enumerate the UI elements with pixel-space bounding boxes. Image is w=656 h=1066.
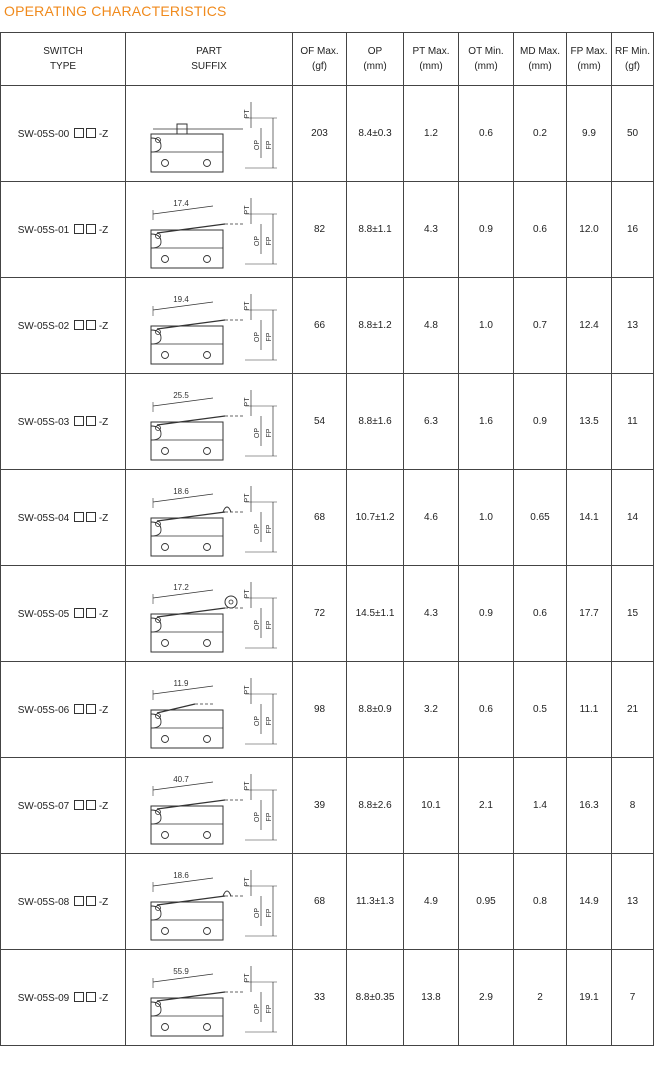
- fp-dimension-label: FP: [266, 620, 273, 629]
- value-ot: 2.9: [459, 950, 514, 1046]
- value-md: 0.9: [514, 374, 567, 470]
- table-row: [1, 854, 654, 950]
- switch-drawing-6: [133, 664, 285, 756]
- value-rf: 11: [612, 374, 654, 470]
- switch-type-code: SW-05S-04: [17, 512, 70, 524]
- op-dimension-label: OP: [254, 139, 261, 150]
- suffix-box-icon: [74, 992, 84, 1002]
- suffix-box-icon: [74, 704, 84, 714]
- switch-drawing-9: [133, 952, 285, 1044]
- pt-dimension-label: PT: [244, 781, 251, 790]
- table-row: [1, 662, 654, 758]
- switch-type-cell: [1, 278, 126, 374]
- value-ot: 0.6: [459, 662, 514, 758]
- value-rf: 13: [612, 278, 654, 374]
- table-row: [1, 566, 654, 662]
- value-fp: 9.9: [567, 86, 612, 182]
- fp-dimension-label: FP: [266, 236, 273, 245]
- value-fp: 17.7: [567, 566, 612, 662]
- page-title: OPERATING CHARACTERISTICS: [4, 3, 227, 19]
- table-row: [1, 758, 654, 854]
- switch-drawing-5: [133, 568, 285, 660]
- value-rf: 15: [612, 566, 654, 662]
- value-op: 10.7±1.2: [347, 470, 404, 566]
- header-fp-max: FP Max. (mm): [567, 33, 612, 86]
- switch-drawing-8: [133, 856, 285, 948]
- part-drawing-cell: [126, 950, 293, 1046]
- switch-suffix: -Z: [98, 320, 109, 332]
- table-row: [1, 950, 654, 1046]
- value-of: 98: [293, 662, 347, 758]
- part-drawing-cell: [126, 854, 293, 950]
- header-row: [1, 33, 654, 86]
- op-dimension-label: OP: [254, 427, 261, 438]
- value-pt: 4.6: [404, 470, 459, 566]
- value-ot: 0.6: [459, 86, 514, 182]
- switch-suffix: -Z: [98, 896, 109, 908]
- value-rf: 21: [612, 662, 654, 758]
- suffix-box-icon: [86, 896, 96, 906]
- suffix-box-icon: [86, 416, 96, 426]
- suffix-box-icon: [74, 896, 84, 906]
- lever-length-label: 55.9: [173, 966, 189, 976]
- pt-dimension-label: PT: [244, 301, 251, 310]
- pt-dimension-label: PT: [244, 877, 251, 886]
- value-pt: 3.2: [404, 662, 459, 758]
- value-fp: 11.1: [567, 662, 612, 758]
- switch-drawing-7: [133, 760, 285, 852]
- value-md: 0.6: [514, 182, 567, 278]
- value-of: 68: [293, 470, 347, 566]
- value-rf: 7: [612, 950, 654, 1046]
- suffix-box-icon: [74, 320, 84, 330]
- switch-type-code: SW-05S-03: [17, 416, 70, 428]
- op-dimension-label: OP: [254, 1003, 261, 1014]
- switch-type-code: SW-05S-09: [17, 992, 70, 1004]
- value-md: 0.7: [514, 278, 567, 374]
- value-of: 54: [293, 374, 347, 470]
- value-rf: 8: [612, 758, 654, 854]
- value-pt: 13.8: [404, 950, 459, 1046]
- switch-type-code: SW-05S-01: [17, 224, 70, 236]
- lever-length-label: 40.7: [173, 774, 189, 784]
- pt-dimension-label: PT: [244, 973, 251, 982]
- header-switch-type: SWITCH TYPE: [1, 33, 126, 86]
- value-md: 0.8: [514, 854, 567, 950]
- pt-dimension-label: PT: [244, 109, 251, 118]
- op-dimension-label: OP: [254, 715, 261, 726]
- op-dimension-label: OP: [254, 331, 261, 342]
- suffix-box-icon: [86, 512, 96, 522]
- op-dimension-label: OP: [254, 907, 261, 918]
- header-pt-max: PT Max. (mm): [404, 33, 459, 86]
- value-op: 8.8±0.35: [347, 950, 404, 1046]
- fp-dimension-label: FP: [266, 812, 273, 821]
- switch-suffix: -Z: [98, 704, 109, 716]
- header-rf-min: RF Min. (gf): [612, 33, 654, 86]
- value-of: 68: [293, 854, 347, 950]
- value-op: 8.8±0.9: [347, 662, 404, 758]
- lever-length-label: 25.5: [173, 390, 189, 400]
- value-of: 39: [293, 758, 347, 854]
- value-op: 8.8±1.2: [347, 278, 404, 374]
- part-drawing-cell: [126, 758, 293, 854]
- part-drawing-cell: [126, 374, 293, 470]
- header-op: OP (mm): [347, 33, 404, 86]
- lever-length-label: 17.2: [173, 582, 189, 592]
- op-dimension-label: OP: [254, 811, 261, 822]
- value-fp: 12.4: [567, 278, 612, 374]
- value-pt: 4.8: [404, 278, 459, 374]
- header-md-max: MD Max. (mm): [514, 33, 567, 86]
- fp-dimension-label: FP: [266, 140, 273, 149]
- switch-suffix: -Z: [98, 608, 109, 620]
- switch-type-cell: [1, 566, 126, 662]
- switch-suffix: -Z: [98, 224, 109, 236]
- value-ot: 0.9: [459, 182, 514, 278]
- value-op: 11.3±1.3: [347, 854, 404, 950]
- value-fp: 12.0: [567, 182, 612, 278]
- suffix-box-icon: [74, 800, 84, 810]
- table-row: [1, 470, 654, 566]
- value-ot: 0.95: [459, 854, 514, 950]
- value-ot: 1.0: [459, 470, 514, 566]
- value-op: 8.4±0.3: [347, 86, 404, 182]
- value-rf: 13: [612, 854, 654, 950]
- value-rf: 14: [612, 470, 654, 566]
- header-part-suffix: PART SUFFIX: [126, 33, 293, 86]
- switch-drawing-1: [133, 184, 285, 276]
- value-ot: 0.9: [459, 566, 514, 662]
- switch-suffix: -Z: [98, 992, 109, 1004]
- value-fp: 19.1: [567, 950, 612, 1046]
- switch-type-cell: [1, 662, 126, 758]
- value-fp: 14.9: [567, 854, 612, 950]
- switch-type-cell: [1, 374, 126, 470]
- value-pt: 4.3: [404, 566, 459, 662]
- switch-suffix: -Z: [98, 416, 109, 428]
- switch-type-code: SW-05S-00: [17, 128, 70, 140]
- switch-type-code: SW-05S-05: [17, 608, 70, 620]
- pt-dimension-label: PT: [244, 589, 251, 598]
- value-md: 0.5: [514, 662, 567, 758]
- value-of: 66: [293, 278, 347, 374]
- suffix-box-icon: [86, 704, 96, 714]
- part-drawing-cell: [126, 278, 293, 374]
- value-pt: 4.9: [404, 854, 459, 950]
- value-md: 0.2: [514, 86, 567, 182]
- part-drawing-cell: [126, 662, 293, 758]
- switch-type-cell: [1, 854, 126, 950]
- fp-dimension-label: FP: [266, 908, 273, 917]
- value-pt: 4.3: [404, 182, 459, 278]
- switch-type-code: SW-05S-07: [17, 800, 70, 812]
- suffix-box-icon: [74, 512, 84, 522]
- suffix-box-icon: [74, 416, 84, 426]
- suffix-box-icon: [74, 608, 84, 618]
- value-md: 0.6: [514, 566, 567, 662]
- switch-type-cell: [1, 182, 126, 278]
- value-ot: 1.0: [459, 278, 514, 374]
- lever-length-label: 17.4: [173, 198, 189, 208]
- op-dimension-label: OP: [254, 619, 261, 630]
- table-row: [1, 182, 654, 278]
- lever-length-label: 11.9: [173, 678, 189, 688]
- value-rf: 16: [612, 182, 654, 278]
- value-md: 2: [514, 950, 567, 1046]
- lever-length-label: 18.6: [173, 870, 189, 880]
- pt-dimension-label: PT: [244, 397, 251, 406]
- value-pt: 1.2: [404, 86, 459, 182]
- lever-length-label: 19.4: [173, 294, 189, 304]
- header-of-max: OF Max. (gf): [293, 33, 347, 86]
- value-of: 82: [293, 182, 347, 278]
- value-of: 33: [293, 950, 347, 1046]
- suffix-box-icon: [86, 608, 96, 618]
- fp-dimension-label: FP: [266, 1004, 273, 1013]
- pt-dimension-label: PT: [244, 493, 251, 502]
- suffix-box-icon: [74, 128, 84, 138]
- switch-type-code: SW-05S-08: [17, 896, 70, 908]
- value-pt: 10.1: [404, 758, 459, 854]
- switch-drawing-2: [133, 280, 285, 372]
- op-dimension-label: OP: [254, 523, 261, 534]
- value-ot: 2.1: [459, 758, 514, 854]
- fp-dimension-label: FP: [266, 428, 273, 437]
- switch-suffix: -Z: [98, 800, 109, 812]
- value-md: 0.65: [514, 470, 567, 566]
- suffix-box-icon: [86, 320, 96, 330]
- pt-dimension-label: PT: [244, 205, 251, 214]
- part-drawing-cell: [126, 566, 293, 662]
- switch-type-cell: [1, 470, 126, 566]
- fp-dimension-label: FP: [266, 524, 273, 533]
- table-row: [1, 374, 654, 470]
- value-fp: 16.3: [567, 758, 612, 854]
- value-rf: 50: [612, 86, 654, 182]
- value-op: 8.8±1.1: [347, 182, 404, 278]
- switch-type-cell: [1, 86, 126, 182]
- part-drawing-cell: [126, 86, 293, 182]
- part-drawing-cell: [126, 470, 293, 566]
- value-fp: 14.1: [567, 470, 612, 566]
- value-md: 1.4: [514, 758, 567, 854]
- suffix-box-icon: [74, 224, 84, 234]
- fp-dimension-label: FP: [266, 716, 273, 725]
- value-ot: 1.6: [459, 374, 514, 470]
- table-row: [1, 86, 654, 182]
- header-ot-min: OT Min. (mm): [459, 33, 514, 86]
- suffix-box-icon: [86, 800, 96, 810]
- fp-dimension-label: FP: [266, 332, 273, 341]
- value-op: 14.5±1.1: [347, 566, 404, 662]
- value-of: 72: [293, 566, 347, 662]
- suffix-box-icon: [86, 992, 96, 1002]
- switch-drawing-3: [133, 376, 285, 468]
- switch-drawing-0: [133, 88, 285, 180]
- value-pt: 6.3: [404, 374, 459, 470]
- switch-type-code: SW-05S-06: [17, 704, 70, 716]
- switch-suffix: -Z: [98, 128, 109, 140]
- op-dimension-label: OP: [254, 235, 261, 246]
- lever-length-label: 18.6: [173, 486, 189, 496]
- table-row: [1, 278, 654, 374]
- value-of: 203: [293, 86, 347, 182]
- switch-drawing-4: [133, 472, 285, 564]
- switch-suffix: -Z: [98, 512, 109, 524]
- value-op: 8.8±2.6: [347, 758, 404, 854]
- switch-type-cell: [1, 950, 126, 1046]
- switch-type-cell: [1, 758, 126, 854]
- suffix-box-icon: [86, 128, 96, 138]
- part-drawing-cell: [126, 182, 293, 278]
- pt-dimension-label: PT: [244, 685, 251, 694]
- suffix-box-icon: [86, 224, 96, 234]
- operating-characteristics-table: [0, 32, 654, 1046]
- value-fp: 13.5: [567, 374, 612, 470]
- switch-type-code: SW-05S-02: [17, 320, 70, 332]
- value-op: 8.8±1.6: [347, 374, 404, 470]
